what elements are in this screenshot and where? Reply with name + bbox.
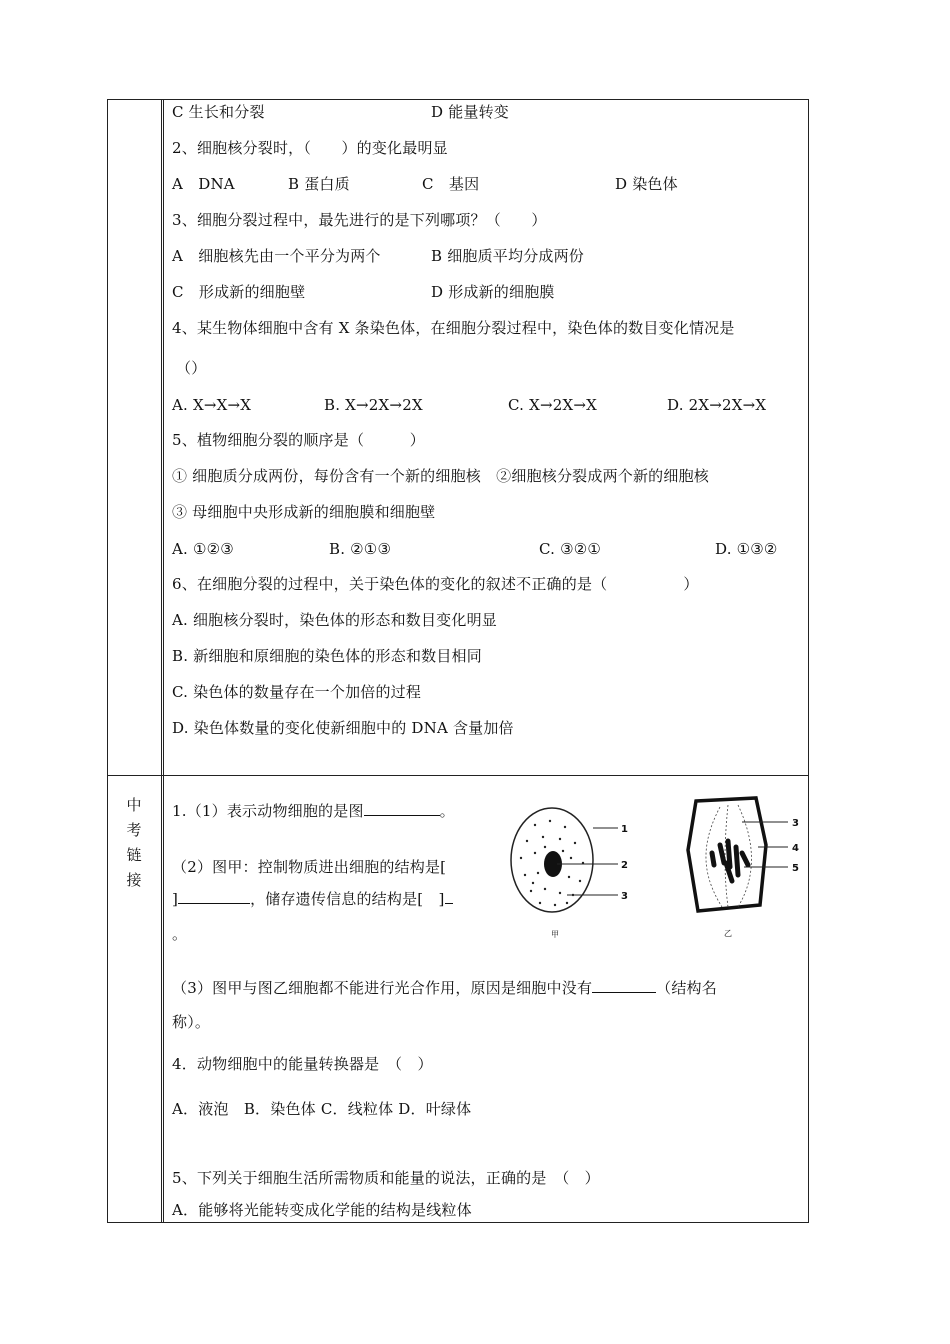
q4-option-c: C. X→2X→X bbox=[508, 396, 597, 414]
table-column-divider-inner bbox=[163, 99, 164, 1223]
figure-caption-yi: 乙 bbox=[724, 929, 732, 938]
q4-paren: （） bbox=[176, 359, 207, 377]
q4-option-a: A. X→X→X bbox=[172, 396, 252, 414]
link-q1-part2-line2 bbox=[172, 889, 453, 909]
side-label-char-2: 考 bbox=[126, 821, 142, 839]
q3-option-b: B 细胞质平均分成两份 bbox=[431, 247, 584, 265]
side-label-char-1: 中 bbox=[126, 796, 142, 814]
link-q1-part2: （2）图甲：控制物质进出细胞的结构是[ bbox=[172, 858, 447, 876]
link-q1-part2-mid: ，储存遗传信息的结构是[ ] bbox=[250, 890, 445, 908]
link-q1-part1-text: 1.（1）表示动物细胞的是图 bbox=[172, 802, 364, 820]
link-q1-part1-end: 。 bbox=[439, 802, 455, 820]
link-q1-part2-bracket: ] bbox=[172, 890, 179, 908]
q2-option-d: D 染色体 bbox=[615, 175, 678, 193]
link-q1-part3-text: （3）图甲与图乙细胞都不能进行光合作用，原因是细胞中没有 bbox=[172, 979, 593, 997]
chromosomes bbox=[712, 841, 748, 881]
q5-option-b: B. ②①③ bbox=[329, 540, 392, 558]
q4-option-b: B. X→2X→2X bbox=[324, 396, 423, 414]
link-q1-part1 bbox=[172, 801, 455, 821]
link-q5-stem: 5、下列关于细胞生活所需物质和能量的说法，正确的是 （ ） bbox=[172, 1169, 600, 1187]
label-5: 5 bbox=[792, 863, 799, 874]
q2-stem: 2、细胞核分裂时，（ ）的变化最明显 bbox=[172, 139, 448, 157]
q6-option-d: D. 染色体数量的变化使新细胞中的 DNA 含量加倍 bbox=[172, 719, 514, 737]
link-q4-options: A．液泡 B．染色体 C．线粒体 D．叶绿体 bbox=[172, 1100, 472, 1118]
side-label-char-4: 接 bbox=[126, 871, 142, 889]
label-4: 4 bbox=[792, 843, 799, 854]
table-row-divider bbox=[107, 775, 809, 776]
answer-blank[interactable] bbox=[364, 801, 440, 816]
link-q1-part3-line2: 称）。 bbox=[172, 1013, 211, 1031]
q3-option-d: D 形成新的细胞膜 bbox=[431, 283, 555, 301]
q1-option-c: C 生长和分裂 bbox=[172, 103, 265, 121]
link-q4-stem: 4．动物细胞中的能量转换器是 （ ） bbox=[172, 1055, 433, 1073]
q4-option-d: D. 2X→2X→X bbox=[667, 396, 767, 414]
q6-option-b: B. 新细胞和原细胞的染色体的形态和数目相同 bbox=[172, 647, 482, 665]
q5-option-d: D. ①③② bbox=[715, 540, 778, 558]
q5-statement-1: ① 细胞质分成两份，每份含有一个新的细胞核 ②细胞核分裂成两个新的细胞核 bbox=[172, 467, 709, 485]
link-q5-option-a: A．能够将光能转变成化学能的结构是线粒体 bbox=[172, 1201, 472, 1219]
label-3: 3 bbox=[621, 891, 628, 902]
q5-stem: 5、植物细胞分裂的顺序是（ ） bbox=[172, 431, 425, 449]
link-q1-part3-end: （结构名 bbox=[656, 979, 717, 997]
q3-stem: 3、细胞分裂过程中，最先进行的是下列哪项？（ ） bbox=[172, 211, 547, 229]
q1-option-d: D 能量转变 bbox=[431, 103, 509, 121]
table-column-divider bbox=[161, 99, 162, 1223]
plant-cell-diagram bbox=[680, 795, 810, 940]
answer-blank[interactable] bbox=[178, 889, 250, 904]
q5-statement-2: ③ 母细胞中央形成新的细胞膜和细胞壁 bbox=[172, 503, 436, 521]
label-3: 3 bbox=[792, 818, 799, 829]
label-2: 2 bbox=[621, 860, 628, 871]
animal-cell-diagram bbox=[505, 803, 645, 943]
q3-option-c: C 形成新的细胞壁 bbox=[172, 283, 306, 301]
q2-option-a: A DNA bbox=[172, 175, 235, 193]
q3-option-a: A 细胞核先由一个平分为两个 bbox=[172, 247, 381, 265]
figure-plant-cell bbox=[680, 795, 810, 940]
figure-animal-cell bbox=[505, 803, 645, 943]
q6-stem: 6、在细胞分裂的过程中，关于染色体的变化的叙述不正确的是（ ） bbox=[172, 575, 699, 593]
link-q1-part3 bbox=[172, 978, 717, 998]
q2-option-b: B 蛋白质 bbox=[288, 175, 350, 193]
q6-option-a: A. 细胞核分裂时，染色体的形态和数目变化明显 bbox=[172, 611, 497, 629]
q6-option-c: C. 染色体的数量存在一个加倍的过程 bbox=[172, 683, 422, 701]
link-q1-part2-end: 。 bbox=[172, 925, 188, 943]
answer-blank[interactable] bbox=[445, 889, 453, 904]
label-1: 1 bbox=[621, 824, 628, 835]
q5-option-c: C. ③②① bbox=[539, 540, 602, 558]
q5-option-a: A. ①②③ bbox=[172, 540, 234, 558]
figure-caption-jia: 甲 bbox=[551, 930, 559, 939]
q2-option-c: C 基因 bbox=[422, 175, 480, 193]
q4-stem: 4、某生物体细胞中含有 X 条染色体，在细胞分裂过程中，染色体的数目变化情况是 bbox=[172, 319, 735, 337]
answer-blank[interactable] bbox=[592, 978, 656, 993]
side-label-char-3: 链 bbox=[126, 846, 142, 864]
